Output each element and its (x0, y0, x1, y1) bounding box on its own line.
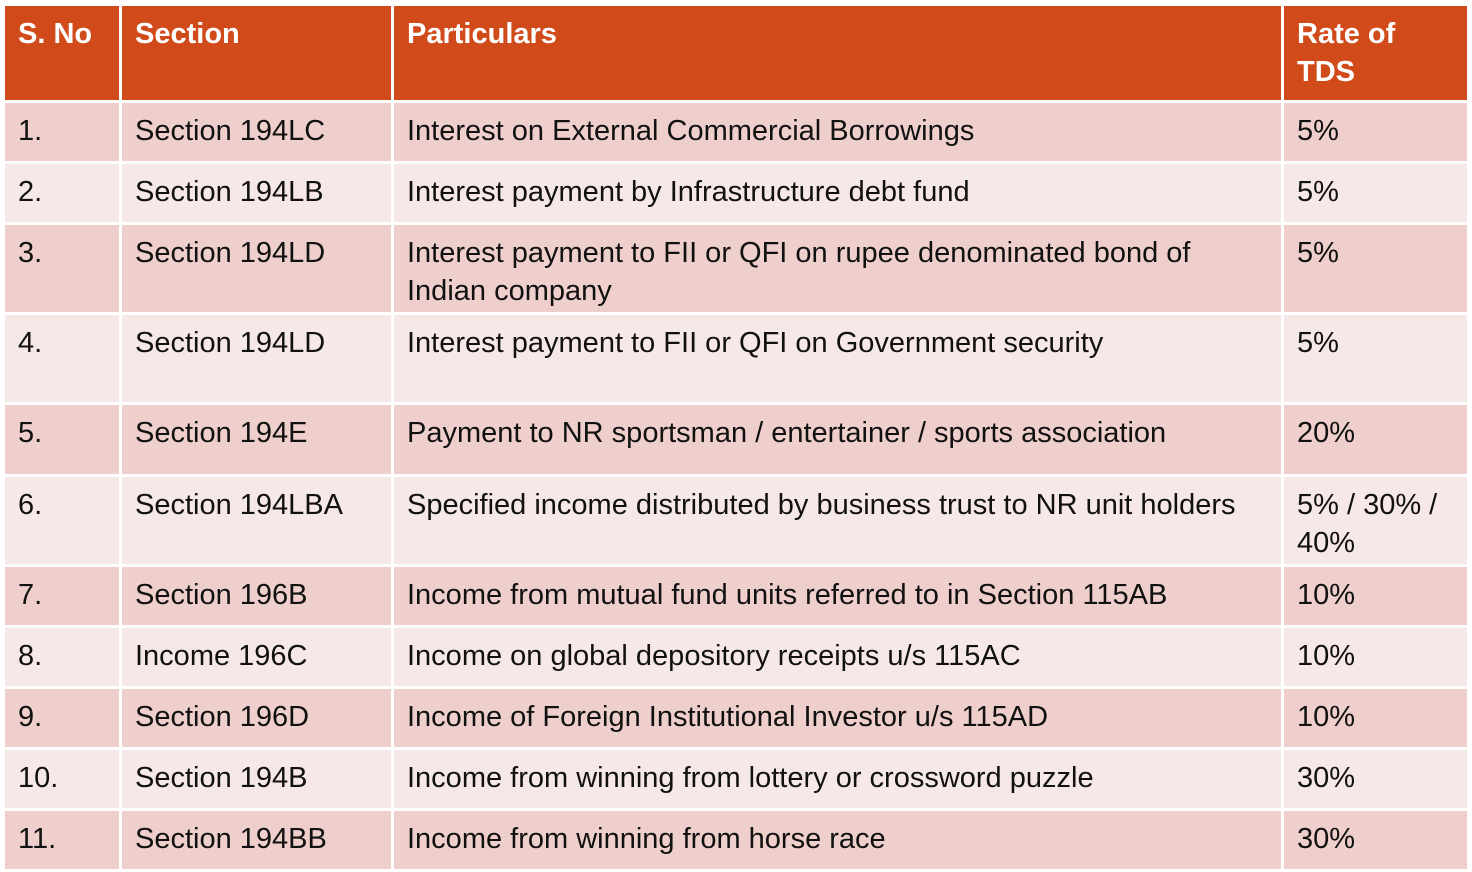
table-row (4, 476, 1469, 566)
cell-section: Section 196B (121, 566, 393, 627)
cell-section: Section 194BB (121, 810, 393, 871)
table-row (4, 314, 1469, 404)
table-row (4, 810, 1469, 871)
table-row (4, 404, 1469, 476)
cell-rate: 10% (1283, 688, 1469, 749)
table-row (4, 163, 1469, 224)
cell-rate: 30% (1283, 749, 1469, 810)
cell-particulars: Income from winning from horse race (393, 810, 1283, 871)
cell-particulars: Interest payment to FII or QFI on Government security (393, 314, 1283, 404)
cell-particulars: Interest on External Commercial Borrowings (393, 102, 1283, 163)
table-row (4, 749, 1469, 810)
table-header-row (4, 5, 1469, 102)
cell-sno: 3. (4, 224, 121, 314)
cell-sno: 10. (4, 749, 121, 810)
cell-rate: 5% (1283, 224, 1469, 314)
table-row (4, 566, 1469, 627)
cell-section: Section 194E (121, 404, 393, 476)
cell-particulars: Payment to NR sportsman / entertainer / sports association (393, 404, 1283, 476)
table-row (4, 627, 1469, 688)
header-particulars: Particulars (393, 5, 1283, 102)
cell-rate: 10% (1283, 627, 1469, 688)
table-row (4, 224, 1469, 314)
table-row (4, 688, 1469, 749)
cell-rate: 5% (1283, 102, 1469, 163)
cell-section: Section 196D (121, 688, 393, 749)
cell-particulars: Income from winning from lottery or crossword puzzle (393, 749, 1283, 810)
cell-rate: 10% (1283, 566, 1469, 627)
cell-sno: 1. (4, 102, 121, 163)
table-row (4, 102, 1469, 163)
cell-section: Section 194LD (121, 224, 393, 314)
cell-sno: 9. (4, 688, 121, 749)
cell-particulars: Income from mutual fund units referred to in Section 115AB (393, 566, 1283, 627)
cell-particulars: Income of Foreign Institutional Investor u/s 115AD (393, 688, 1283, 749)
cell-particulars: Specified income distributed by business trust to NR unit holders (393, 476, 1283, 566)
cell-sno: 11. (4, 810, 121, 871)
cell-rate: 5% / 30% / 40% (1283, 476, 1469, 566)
cell-rate: 5% (1283, 314, 1469, 404)
header-rate: Rate of TDS (1283, 5, 1469, 102)
cell-particulars: Income on global depository receipts u/s 115AC (393, 627, 1283, 688)
cell-section: Section 194LC (121, 102, 393, 163)
cell-particulars: Interest payment to FII or QFI on rupee denominated bond of Indian company (393, 224, 1283, 314)
cell-rate: 30% (1283, 810, 1469, 871)
cell-section: Section 194LB (121, 163, 393, 224)
tds-rates-table (2, 3, 1470, 872)
cell-sno: 2. (4, 163, 121, 224)
cell-rate: 20% (1283, 404, 1469, 476)
cell-sno: 7. (4, 566, 121, 627)
cell-sno: 5. (4, 404, 121, 476)
cell-particulars: Interest payment by Infrastructure debt fund (393, 163, 1283, 224)
cell-section: Section 194LD (121, 314, 393, 404)
header-section: Section (121, 5, 393, 102)
cell-section: Section 194B (121, 749, 393, 810)
cell-sno: 6. (4, 476, 121, 566)
header-sno: S. No (4, 5, 121, 102)
cell-section: Section 194LBA (121, 476, 393, 566)
cell-sno: 4. (4, 314, 121, 404)
cell-sno: 8. (4, 627, 121, 688)
cell-section: Income 196C (121, 627, 393, 688)
cell-rate: 5% (1283, 163, 1469, 224)
